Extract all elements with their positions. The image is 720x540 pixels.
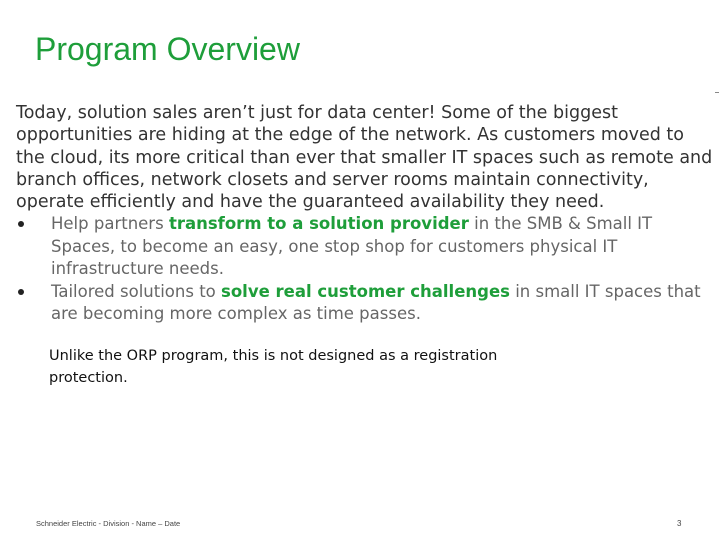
bullet-text-pre: Help partners (51, 214, 169, 234)
bullet-list (16, 213, 716, 326)
bullet-text-post: in the SMB & Small IT Spaces, to become an easy, one stop shop for customers physical IT infrastructure needs. (51, 214, 653, 279)
bullet-text-pre: Tailored solutions to (51, 281, 222, 301)
note-text: Unlike the ORP program, this is not designed as a registration protection. (49, 348, 498, 386)
content-block (16, 102, 716, 326)
bullet-dot-icon (18, 289, 24, 295)
footer-text: Schneider Electric - Division - Name – Date (36, 519, 181, 528)
bullet-text-post: in small IT spaces that are becoming more complex as time passes. (51, 281, 701, 324)
bullet-highlight: solve real customer challenges (221, 281, 510, 301)
bullet-dot-icon (18, 221, 24, 227)
bullet-item (16, 281, 716, 326)
bullet-highlight: transform to a solution provider (168, 214, 469, 234)
slide-title: Program Overview (35, 31, 300, 67)
intro-paragraph: Today, solution sales aren’t just for data center! Some of the biggest opportunities are hiding at the edge of the network. As customers moved to the cloud, its more critical than ever that smaller IT spaces such as remote and branch offices, network closets and server rooms maintain connectivity, operate efficiently and have the guaranteed availability they need. (16, 103, 713, 213)
edge-mark (715, 92, 719, 93)
bullet-item (16, 213, 716, 281)
page-number: 3 (677, 519, 682, 528)
